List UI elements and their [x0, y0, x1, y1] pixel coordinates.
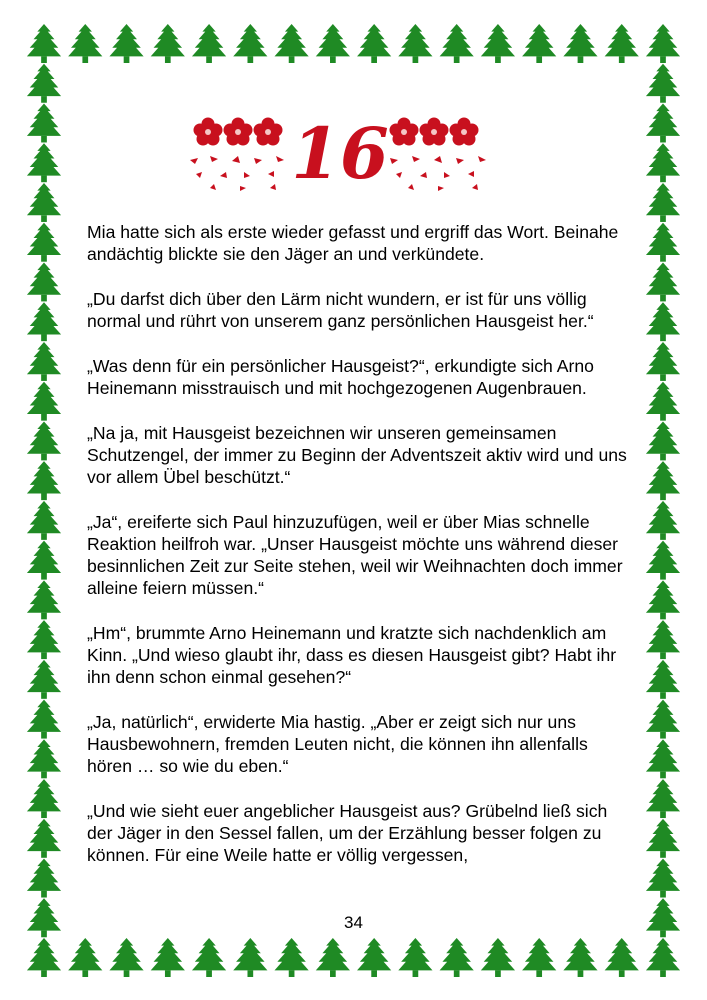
christmas-tree-icon	[646, 223, 680, 262]
christmas-tree-icon	[646, 501, 680, 540]
christmas-tree-icon	[109, 938, 143, 977]
christmas-tree-icon	[357, 938, 391, 977]
christmas-tree-icon	[605, 24, 639, 63]
christmas-tree-icon	[27, 382, 61, 421]
christmas-tree-icon	[27, 541, 61, 580]
christmas-tree-icon	[316, 938, 350, 977]
christmas-tree-icon	[151, 24, 185, 63]
christmas-tree-icon	[27, 660, 61, 699]
christmas-tree-icon	[646, 660, 680, 699]
christmas-tree-icon	[646, 421, 680, 460]
christmas-tree-icon	[27, 24, 61, 63]
christmas-tree-icon	[646, 461, 680, 500]
paragraph: „Und wie sieht euer angeblicher Hausgeist aus? Grübelnd ließ sich der Jäger in den Sessel fallen, um der Erzählung besser folgen zu können. Für eine Weile hatte er völlig vergessen,	[87, 801, 608, 865]
christmas-tree-icon	[481, 938, 515, 977]
christmas-tree-icon	[27, 223, 61, 262]
christmas-tree-icon	[27, 64, 61, 103]
christmas-tree-icon	[27, 104, 61, 143]
christmas-tree-icon	[316, 24, 350, 63]
christmas-tree-icon	[646, 104, 680, 143]
chapter-number: 16	[291, 112, 389, 195]
christmas-tree-icon	[27, 421, 61, 460]
christmas-tree-icon	[398, 938, 432, 977]
christmas-tree-icon	[522, 938, 556, 977]
christmas-tree-icon	[68, 938, 102, 977]
christmas-tree-icon	[646, 262, 680, 301]
paragraph: „Hm“, brummte Arno Heinemann und kratzte sich nachdenklich am Kinn. „Und wieso glaubt ihr, dass es diesen Hausgeist gibt? Habt ihr ihn denn schon einmal gesehen?“	[87, 623, 617, 687]
christmas-tree-icon	[646, 938, 680, 977]
page-number: 34	[344, 913, 363, 932]
christmas-tree-icon	[398, 24, 432, 63]
christmas-tree-icon	[646, 183, 680, 222]
christmas-tree-icon	[646, 819, 680, 858]
paragraph: „Na ja, mit Hausgeist bezeichnen wir unseren gemeinsamen Schutzengel, der immer zu Beginn der Adventszeit aktiv wird und uns vor allem Übel beschützt.“	[87, 423, 627, 487]
paragraph: „Ja, natürlich“, erwiderte Mia hastig. „Aber er zeigt sich nur uns Hausbewohnern, fremden Leuten nicht, die können ihn allenfalls hören … so wie du eben.“	[87, 712, 588, 776]
christmas-tree-icon	[151, 938, 185, 977]
christmas-tree-icon	[440, 24, 474, 63]
christmas-tree-icon	[646, 620, 680, 659]
christmas-tree-icon	[275, 24, 309, 63]
christmas-tree-icon	[605, 938, 639, 977]
christmas-tree-icon	[646, 700, 680, 739]
christmas-tree-icon	[646, 739, 680, 778]
christmas-tree-icon	[646, 302, 680, 341]
paragraph: „Du darfst dich über den Lärm nicht wundern, er ist für uns völlig normal und rührt von unserem ganz persönlichen Hausgeist her.“	[87, 289, 594, 331]
christmas-tree-icon	[646, 541, 680, 580]
christmas-tree-icon	[27, 342, 61, 381]
christmas-tree-icon	[646, 342, 680, 381]
christmas-tree-icon	[646, 779, 680, 818]
christmas-tree-icon	[233, 938, 267, 977]
paragraph: Mia hatte sich als erste wieder gefasst und ergriff das Wort. Beinahe andächtig blickte sie den Jäger an und verkündete.	[87, 222, 619, 264]
christmas-tree-icon	[27, 620, 61, 659]
christmas-tree-icon	[233, 24, 267, 63]
story-text	[87, 221, 627, 889]
christmas-tree-icon	[646, 382, 680, 421]
christmas-tree-icon	[192, 24, 226, 63]
christmas-tree-icon	[27, 819, 61, 858]
christmas-tree-icon	[357, 24, 391, 63]
christmas-tree-icon	[192, 938, 226, 977]
christmas-tree-icon	[27, 501, 61, 540]
christmas-tree-icon	[27, 700, 61, 739]
christmas-tree-icon	[646, 859, 680, 898]
paragraph: „Ja“, ereiferte sich Paul hinzuzufügen, weil er über Mias schnelle Reaktion heilfroh war. „Unser Hausgeist möchte uns während dieser besinnlichen Zeit zur Seite stehen, weil wir Weihnachten doch immer alleine feiern müssen.“	[87, 512, 623, 598]
christmas-tree-icon	[27, 262, 61, 301]
christmas-tree-icon	[646, 143, 680, 182]
christmas-tree-icon	[27, 779, 61, 818]
christmas-tree-icon	[27, 461, 61, 500]
christmas-tree-icon	[646, 580, 680, 619]
christmas-tree-icon	[27, 580, 61, 619]
christmas-tree-icon	[646, 64, 680, 103]
christmas-tree-icon	[563, 24, 597, 63]
christmas-tree-icon	[481, 24, 515, 63]
christmas-tree-icon	[522, 24, 556, 63]
christmas-tree-icon	[27, 183, 61, 222]
christmas-tree-icon	[27, 739, 61, 778]
christmas-tree-icon	[27, 302, 61, 341]
christmas-tree-icon	[27, 143, 61, 182]
christmas-tree-icon	[27, 859, 61, 898]
christmas-tree-icon	[275, 938, 309, 977]
christmas-tree-icon	[109, 24, 143, 63]
christmas-tree-icon	[27, 938, 61, 977]
christmas-tree-icon	[563, 938, 597, 977]
christmas-tree-icon	[68, 24, 102, 63]
christmas-tree-icon	[440, 938, 474, 977]
chapter-header	[180, 98, 500, 198]
paragraph: „Was denn für ein persönlicher Hausgeist?“, erkundigte sich Arno Heinemann misstrauisch und mit hochgezogenen Augenbrauen.	[87, 356, 594, 398]
christmas-tree-icon	[646, 24, 680, 63]
